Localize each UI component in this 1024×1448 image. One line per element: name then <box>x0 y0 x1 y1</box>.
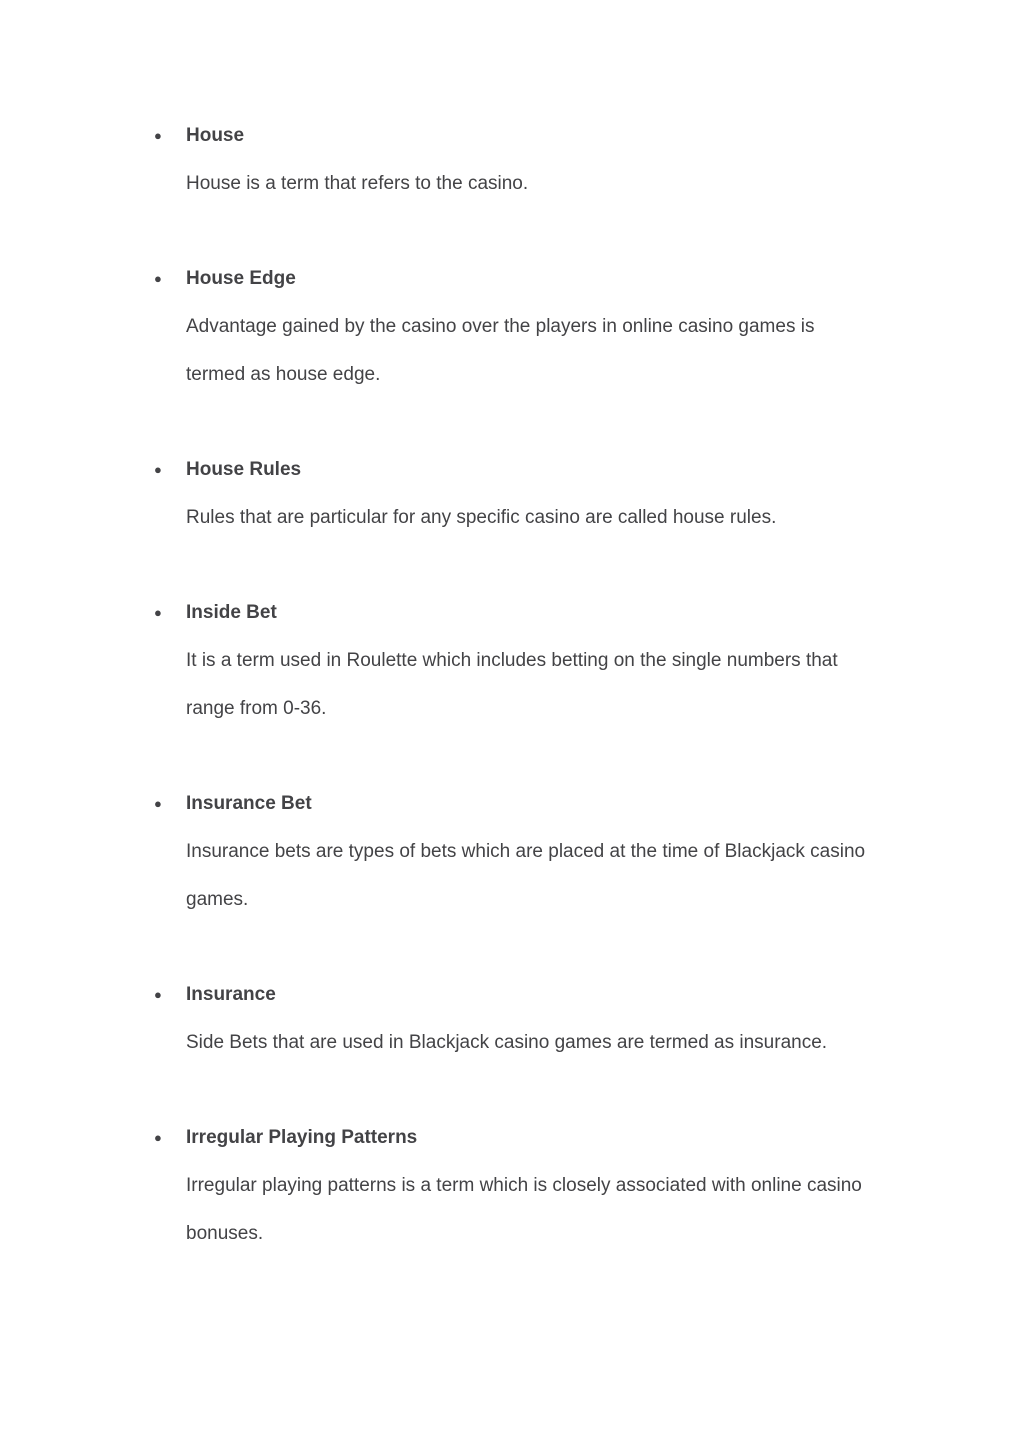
bullet-icon: ● <box>154 796 162 811</box>
term-title: House <box>186 125 245 146</box>
term-title: House Edge <box>186 268 296 289</box>
term-title: Inside Bet <box>186 602 277 623</box>
term-description: It is a term used in Roulette which includes betting on the single numbers that range from 0-36. <box>186 650 838 719</box>
bullet-icon: ● <box>154 271 162 286</box>
term-description: Side Bets that are used in Blackjack casino games are termed as insurance. <box>186 1032 828 1053</box>
bullet-icon: ● <box>154 128 162 143</box>
term-description: Rules that are particular for any specific casino are called house rules. <box>186 507 777 528</box>
bullet-icon: ● <box>154 1130 162 1145</box>
term-title: Insurance Bet <box>186 793 312 814</box>
term-title: Insurance <box>186 984 276 1005</box>
bullet-icon: ● <box>154 605 162 620</box>
term-title: House Rules <box>186 459 302 480</box>
bullet-icon: ● <box>154 987 162 1002</box>
term-description: Insurance bets are types of bets which are placed at the time of Blackjack casino games. <box>186 841 866 910</box>
term-description: House is a term that refers to the casino. <box>186 173 529 194</box>
bullet-icon: ● <box>154 462 162 477</box>
term-description: Irregular playing patterns is a term which is closely associated with online casino bonuses. <box>186 1175 862 1244</box>
term-title: Irregular Playing Patterns <box>186 1127 418 1148</box>
term-description: Advantage gained by the casino over the players in online casino games is termed as house edge. <box>186 316 815 385</box>
